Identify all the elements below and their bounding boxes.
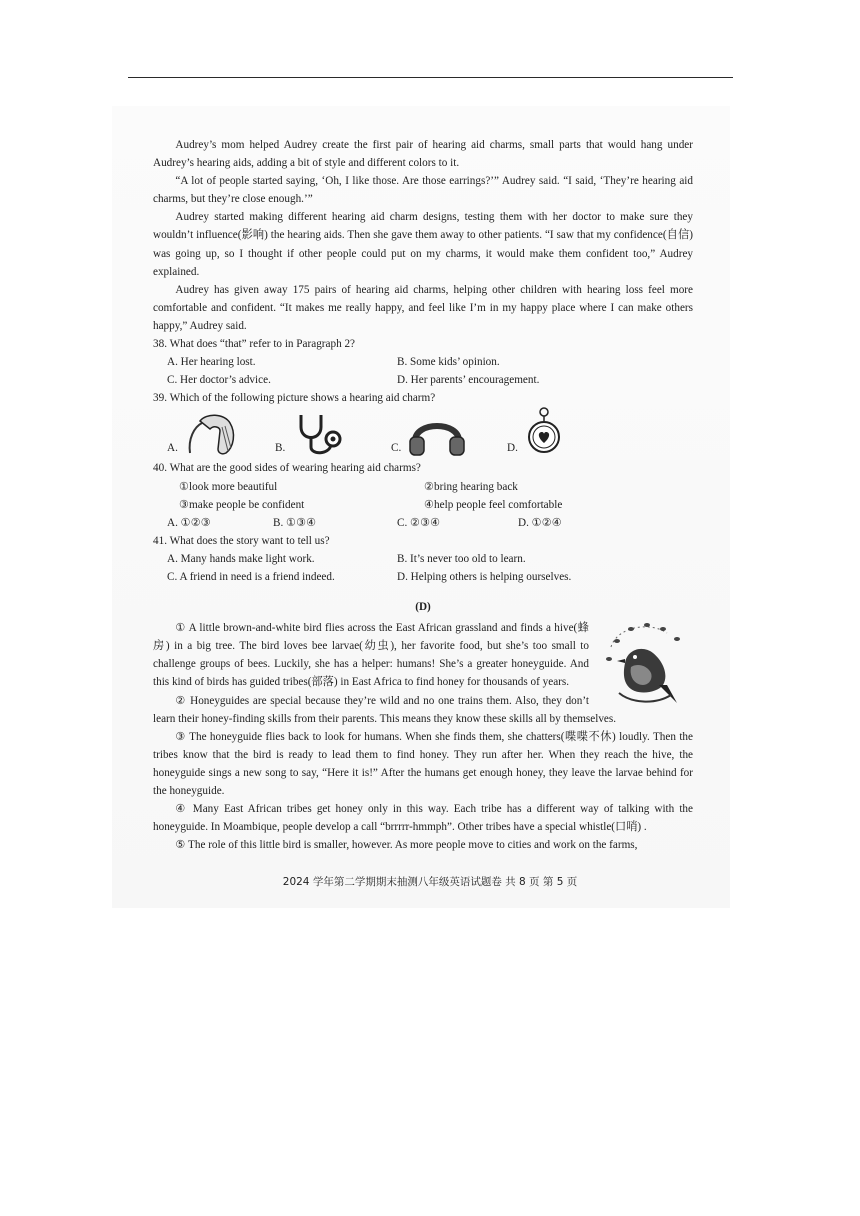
q40-option-b[interactable]: B. ①③④ <box>273 516 317 529</box>
passage-c-paragraph-4: Audrey has given away 175 pairs of hearing aid charms, helping other children with hearing loss feel more comfortable and confident. “It makes me really happy, and feel like I’m in my happy place where I can make others happy,” Audrey said. <box>153 283 693 332</box>
honeyguide-bird-icon <box>597 619 693 707</box>
hearing-aid-icon <box>184 413 238 457</box>
q40-item-3: ③make people be confident <box>179 498 305 511</box>
heart-charm-icon <box>524 407 564 457</box>
q41-option-c[interactable]: C. A friend in need is a friend indeed. <box>167 570 335 583</box>
q40-option-a[interactable]: A. ①②③ <box>167 516 211 529</box>
q39-letter-c: C. <box>391 442 402 455</box>
q39-option-b[interactable] <box>275 411 343 457</box>
question-39-pictures <box>153 407 693 459</box>
q40-option-d[interactable]: D. ①②④ <box>518 516 562 529</box>
q39-option-d[interactable] <box>507 407 564 457</box>
passage-d-paragraph-5: ⑤ The role of this little bird is smaller, however. As more people move to cities and work on the farms, <box>175 839 638 852</box>
stethoscope-icon <box>291 411 343 457</box>
q39-letter-d: D. <box>507 442 518 455</box>
passage-c-paragraph-2: “A lot of people started saying, ‘Oh, I like those. Are those earrings?’” Audrey said. “I said, ‘They’re hearing aid charms, but they’re close enough.’” <box>153 175 693 206</box>
q39-letter-b: B. <box>275 442 286 455</box>
question-38-options <box>153 353 693 389</box>
page-footer: 2024 学年第二学期期末抽测八年级英语试题卷 共 8 页 第 5 页 <box>282 876 578 888</box>
question-41: 41. What does the story want to tell us? <box>153 534 330 547</box>
passage-d-paragraph-3: ③ The honeyguide flies back to look for humans. When she finds them, she chatters(喋喋不休) loudly. Then the tribes know that the bird is ready to lead them to find honey. They run after her. When they reach the hive, the honeyguide sings a new song to say, “Here it is!” After the humans get enough honey, they leave the larvae behind for the honeyguide. <box>153 730 693 797</box>
q40-item-1: ①look more beautiful <box>179 480 278 493</box>
question-40-options <box>153 514 693 532</box>
section-d-heading: (D) <box>415 601 431 614</box>
question-41-options <box>153 550 693 586</box>
q40-item-4: ④help people feel comfortable <box>424 498 563 511</box>
headphones-icon <box>407 411 467 457</box>
q39-option-c[interactable] <box>391 411 467 457</box>
question-40-statements <box>153 478 693 514</box>
q41-option-d[interactable]: D. Helping others is helping ourselves. <box>397 570 572 583</box>
q40-option-c[interactable]: C. ②③④ <box>397 516 441 529</box>
q38-option-b[interactable]: B. Some kids’ opinion. <box>397 356 500 369</box>
q39-option-a[interactable] <box>167 413 238 457</box>
passage-c-paragraph-3: Audrey started making different hearing aid charm designs, testing them with her doctor to make sure they wouldn’t influence(影响) the hearing aids. Then she gave them away to other patients. “I saw that my confidence(自信) was going up, so I thought if other people could put on my charms, it would make them confident too,” Audrey explained. <box>153 211 693 278</box>
q40-item-2: ②bring hearing back <box>424 480 518 493</box>
q38-option-a[interactable]: A. Her hearing lost. <box>167 356 256 369</box>
exam-page-content <box>153 136 693 854</box>
q41-option-a[interactable]: A. Many hands make light work. <box>167 552 315 565</box>
passage-d-paragraph-4: ④ Many East African tribes get honey only in this way. Each tribe has a different way of talking with the honeyguide. In Moambique, people develop a call “brrrrr-hmmph”. Other tribes have a special whistle(口哨) . <box>153 803 693 834</box>
q38-option-d[interactable]: D. Her parents’ encouragement. <box>397 374 540 387</box>
q38-option-c[interactable]: C. Her doctor’s advice. <box>167 374 271 387</box>
honeyguide-illustration <box>597 619 693 707</box>
question-38: 38. What does “that” refer to in Paragraph 2? <box>153 338 356 351</box>
top-rule <box>128 77 733 78</box>
passage-c-paragraph-1: Audrey’s mom helped Audrey create the first pair of hearing aid charms, small parts that would hang under Audrey’s hearing aids, adding a bit of style and different colors to it. <box>153 139 693 170</box>
passage-d-paragraph-2: ② Honeyguides are special because they’re wild and no one trains them. Also, they don’t learn their honey-finding skills from their parents. This means they know these skills all by themselves. <box>153 694 617 725</box>
passage-d-paragraph-1: ① A little brown-and-white bird flies across the East African grassland and finds a hive(蜂房) in a big tree. The bird loves bee larvae(幼虫), her favorite food, but she’s too small to challenge groups of bees. Luckily, she has a helper: humans! She’s a greater honeyguide. And this kind of birds has guided tribes(部落) in East Africa to find honey for thousands of years. <box>153 622 589 689</box>
q39-letter-a: A. <box>167 442 178 455</box>
question-39: 39. Which of the following picture shows a hearing aid charm? <box>153 392 436 405</box>
q41-option-b[interactable]: B. It’s never too old to learn. <box>397 552 526 565</box>
question-40: 40. What are the good sides of wearing hearing aid charms? <box>153 462 421 475</box>
